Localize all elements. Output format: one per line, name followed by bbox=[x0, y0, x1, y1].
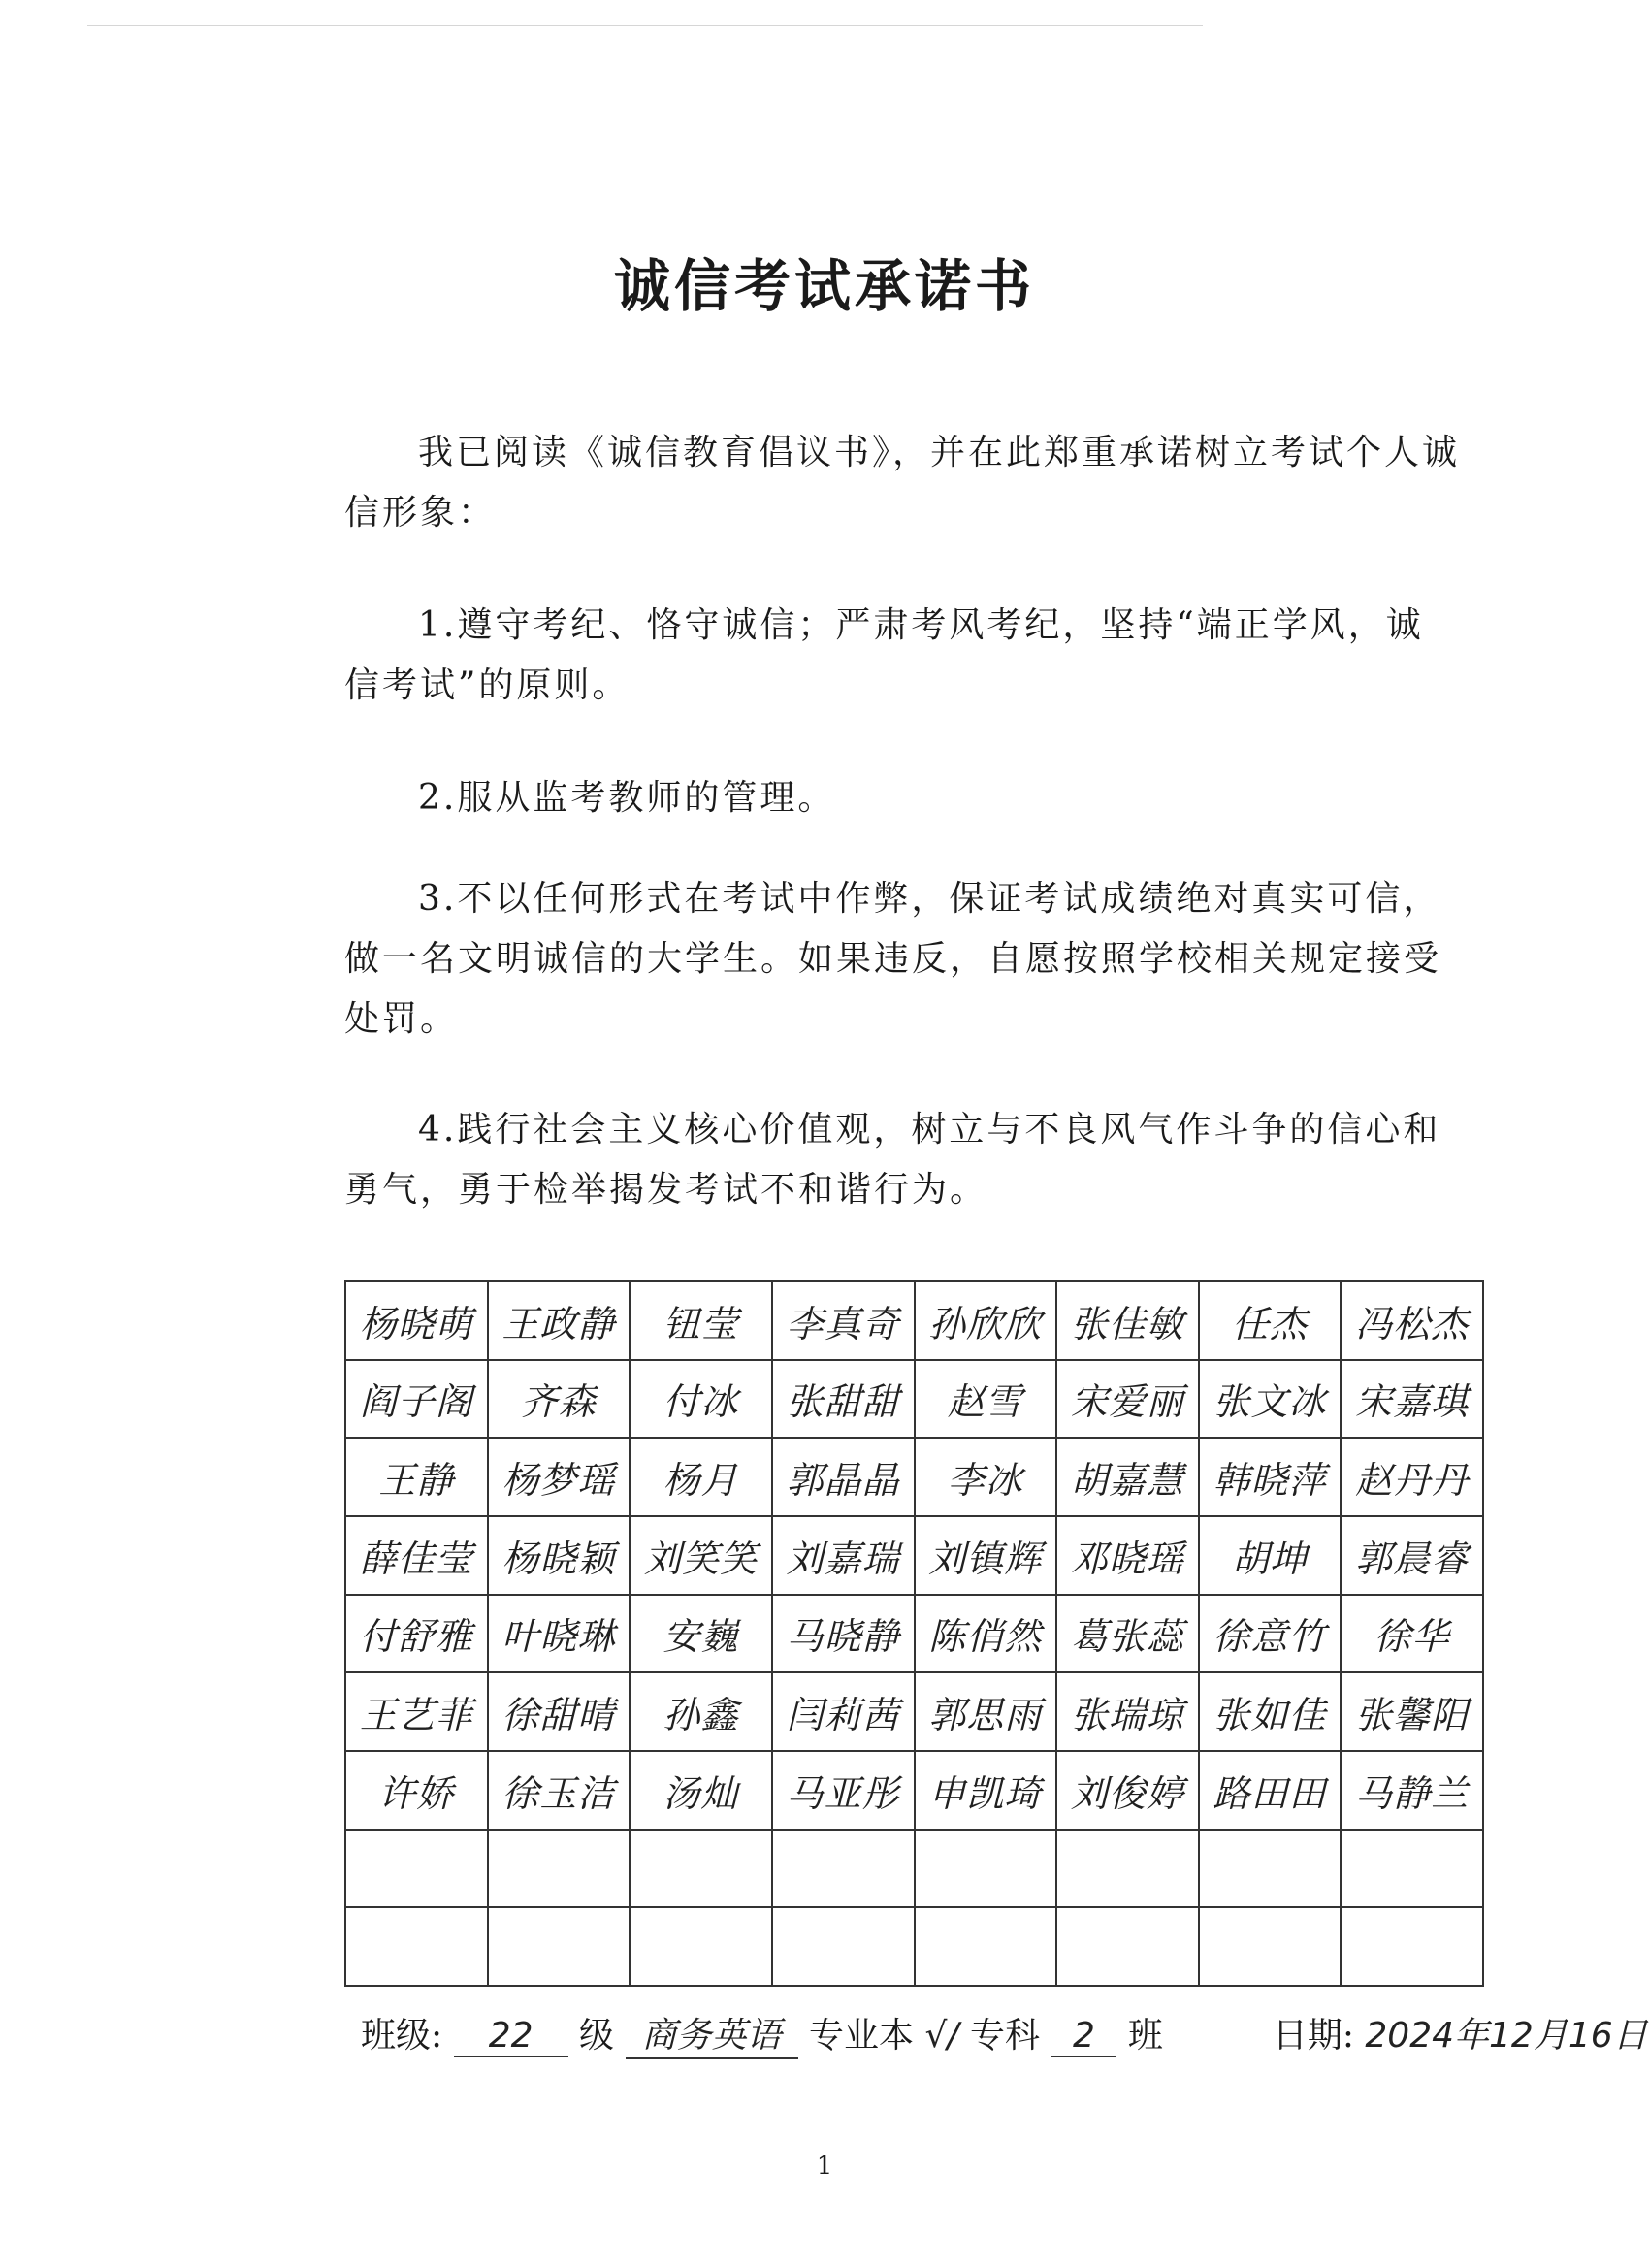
date-label: 日期: bbox=[1272, 2016, 1354, 2056]
signature-cell bbox=[345, 1907, 488, 1986]
signature-cell: 郭思雨 bbox=[915, 1672, 1057, 1751]
signature-cell: 徐意竹 bbox=[1199, 1595, 1342, 1673]
class-label: 班级: bbox=[361, 2016, 443, 2056]
date-field: 2024年12月16日 bbox=[1365, 2016, 1648, 2056]
signature-cell: 路田田 bbox=[1199, 1751, 1342, 1830]
signature-cell bbox=[915, 1907, 1057, 1986]
class-info-line bbox=[361, 2008, 1648, 2059]
signature-cell bbox=[630, 1830, 772, 1908]
signature-cell: 钮莹 bbox=[630, 1281, 772, 1360]
signature-cell: 付冰 bbox=[630, 1360, 772, 1439]
item-1-paragraph: 1.遵守考纪、恪守诚信；严肃考风考纪，坚持“端正学风，诚信考试”的原则。 bbox=[344, 605, 1424, 705]
signature-cell: 汤灿 bbox=[630, 1751, 772, 1830]
signature-row bbox=[345, 1751, 1483, 1830]
signature-cell: 徐甜晴 bbox=[488, 1672, 630, 1751]
signature-cell: 张馨阳 bbox=[1341, 1672, 1483, 1751]
signature-cell bbox=[772, 1830, 915, 1908]
signature-cell bbox=[1056, 1830, 1199, 1908]
signature-cell: 马亚彤 bbox=[772, 1751, 915, 1830]
signature-cell: 郭晨睿 bbox=[1341, 1516, 1483, 1595]
signature-cell: 孙欣欣 bbox=[915, 1281, 1057, 1360]
program-check-mark: √/ bbox=[924, 2016, 959, 2056]
major-field: 商务英语 bbox=[626, 2008, 798, 2059]
signature-table bbox=[344, 1280, 1484, 1987]
class-number-field: 2 bbox=[1051, 2016, 1116, 2057]
grade-suffix: 级 bbox=[579, 2016, 615, 2056]
page-title: 诚信考试承诺书 bbox=[613, 253, 1035, 319]
signature-cell: 张佳敏 bbox=[1056, 1281, 1199, 1360]
signature-row bbox=[345, 1672, 1483, 1751]
signature-cell: 张甜甜 bbox=[772, 1360, 915, 1439]
signature-cell: 冯松杰 bbox=[1341, 1281, 1483, 1360]
signature-cell: 徐玉洁 bbox=[488, 1751, 630, 1830]
signature-cell: 杨晓萌 bbox=[345, 1281, 488, 1360]
signature-cell bbox=[345, 1830, 488, 1908]
signature-cell: 胡嘉慧 bbox=[1056, 1438, 1199, 1516]
signature-cell: 齐森 bbox=[488, 1360, 630, 1439]
signature-cell: 孙鑫 bbox=[630, 1672, 772, 1751]
signature-cell bbox=[1341, 1830, 1483, 1908]
signature-cell bbox=[488, 1830, 630, 1908]
signature-row bbox=[345, 1281, 1483, 1360]
item-2-paragraph: 2.服从监考教师的管理。 bbox=[418, 778, 836, 818]
signature-row bbox=[345, 1907, 1483, 1986]
signature-cell: 安巍 bbox=[630, 1595, 772, 1673]
signature-cell bbox=[1341, 1907, 1483, 1986]
signature-cell: 徐华 bbox=[1341, 1595, 1483, 1673]
signature-cell: 任杰 bbox=[1199, 1281, 1342, 1360]
signature-cell: 马静兰 bbox=[1341, 1751, 1483, 1830]
program-label-college: 专科 bbox=[969, 2016, 1040, 2056]
signature-cell: 王静 bbox=[345, 1438, 488, 1516]
page-number: 1 bbox=[816, 2152, 833, 2181]
signature-cell bbox=[630, 1907, 772, 1986]
signature-cell: 王艺菲 bbox=[345, 1672, 488, 1751]
signature-cell bbox=[915, 1830, 1057, 1908]
signature-cell: 杨梦瑶 bbox=[488, 1438, 630, 1516]
signature-cell: 王政静 bbox=[488, 1281, 630, 1360]
signature-row bbox=[345, 1438, 1483, 1516]
signature-cell: 韩晓萍 bbox=[1199, 1438, 1342, 1516]
signature-cell: 阎子阁 bbox=[345, 1360, 488, 1439]
item-4-paragraph: 4.践行社会主义核心价值观，树立与不良风气作斗争的信心和勇气，勇于检举揭发考试不和谐行为。 bbox=[344, 1110, 1441, 1210]
signature-row bbox=[345, 1830, 1483, 1908]
signature-row bbox=[345, 1595, 1483, 1673]
signature-cell bbox=[1056, 1907, 1199, 1986]
signature-cell: 杨晓颖 bbox=[488, 1516, 630, 1595]
signature-cell: 葛张蕊 bbox=[1056, 1595, 1199, 1673]
signature-cell: 张文冰 bbox=[1199, 1360, 1342, 1439]
program-label-undergrad: 专业本 bbox=[808, 2016, 914, 2056]
grade-field: 22 bbox=[454, 2016, 568, 2057]
signature-cell: 宋爱丽 bbox=[1056, 1360, 1199, 1439]
signature-cell: 叶晓琳 bbox=[488, 1595, 630, 1673]
signature-cell: 李真奇 bbox=[772, 1281, 915, 1360]
signature-cell: 张如佳 bbox=[1199, 1672, 1342, 1751]
signature-cell bbox=[1199, 1830, 1342, 1908]
signature-cell: 宋嘉琪 bbox=[1341, 1360, 1483, 1439]
signature-cell: 刘俊婷 bbox=[1056, 1751, 1199, 1830]
signature-cell: 刘镇辉 bbox=[915, 1516, 1057, 1595]
signature-cell bbox=[488, 1907, 630, 1986]
signature-cell bbox=[772, 1907, 915, 1986]
signature-cell: 杨月 bbox=[630, 1438, 772, 1516]
signature-cell: 邓晓瑶 bbox=[1056, 1516, 1199, 1595]
top-rule bbox=[87, 25, 1203, 26]
signature-row bbox=[345, 1516, 1483, 1595]
signature-cell: 胡坤 bbox=[1199, 1516, 1342, 1595]
signature-cell bbox=[1199, 1907, 1342, 1986]
item-3-paragraph: 3.不以任何形式在考试中作弊，保证考试成绩绝对真实可信，做一名文明诚信的大学生。如果违反，自愿按照学校相关规定接受处罚。 bbox=[344, 879, 1442, 1039]
signature-cell: 闫莉茜 bbox=[772, 1672, 915, 1751]
signature-cell: 刘笑笑 bbox=[630, 1516, 772, 1595]
signature-cell: 郭晶晶 bbox=[772, 1438, 915, 1516]
signature-cell: 马晓静 bbox=[772, 1595, 915, 1673]
intro-paragraph: 我已阅读《诚信教育倡议书》，并在此郑重承诺树立考试个人诚信形象： bbox=[344, 433, 1461, 533]
signature-cell: 申凯琦 bbox=[915, 1751, 1057, 1830]
signature-cell: 刘嘉瑞 bbox=[772, 1516, 915, 1595]
signature-cell: 陈俏然 bbox=[915, 1595, 1057, 1673]
signature-cell: 赵丹丹 bbox=[1341, 1438, 1483, 1516]
signature-cell: 张瑞琼 bbox=[1056, 1672, 1199, 1751]
signature-cell: 赵雪 bbox=[915, 1360, 1057, 1439]
signature-cell: 薛佳莹 bbox=[345, 1516, 488, 1595]
signature-row bbox=[345, 1360, 1483, 1439]
signature-cell: 许娇 bbox=[345, 1751, 488, 1830]
signature-cell: 李冰 bbox=[915, 1438, 1057, 1516]
class-suffix: 班 bbox=[1127, 2016, 1163, 2056]
signature-cell: 付舒雅 bbox=[345, 1595, 488, 1673]
